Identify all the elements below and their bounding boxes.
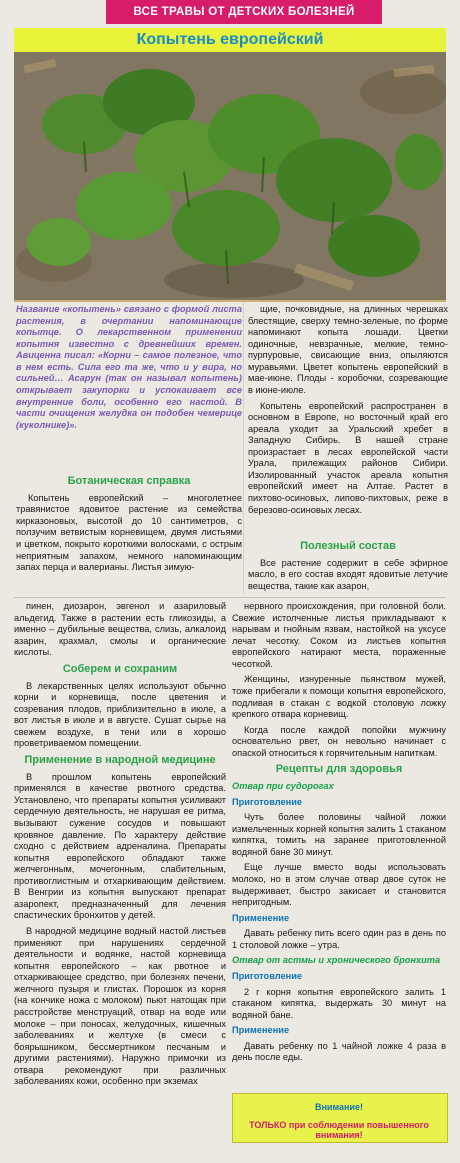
- section-heading-recipes: Рецепты для здоровья: [275, 763, 403, 776]
- collect-paragraph: В лекарственных целях используют обычно корни и корневища, после цветения и созревания плодов, приблизительно в июле, а вот листья в июле и в августе. Сушат сырье на свежем воздухе, в тени или в хорошо проветриваемом помещении.: [14, 680, 226, 749]
- recipe-1-use-label: Применение: [232, 912, 290, 923]
- recipe-2-use-label: Применение: [232, 1025, 290, 1036]
- recipe-1-prep-text: Чуть более половины чайной ложки измельченных корней копытня залить 1 стаканом кипятка, томить на заранее приготовленной водяной бане 30 минут.: [232, 812, 446, 857]
- description-paragraph-1: щие, почковидные, на длинных черешках блестящие, сверху темно-зеленые, по форме напоминают копыта лошади. Цветки одиночные, невзрачные, мелкие, темно-пурпуровые, свисающие вниз, опыляются муравьями. Цветет копытень европейский в мае-июне. Плоды - коробочки, созревающие в июне-июле.: [248, 304, 448, 395]
- botanical-paragraph: Копытень европейский – многолетнее травянистое ядовитое растение из семейства кирказоновых, высотой до 10 сантиметров, с ползучим ветвистым корневищем, двумя листьями и цветком, покрыто короткими волосками, с острым неприятным запахом, немного напоминающим запах перца и валерианы. Листья зимую-: [16, 492, 242, 573]
- title-bar: [14, 28, 446, 52]
- recipe-2-title: Отвар от астмы и хронического бронхита: [232, 955, 441, 966]
- folk-medicine-paragraph-2: В народной медицине водный настой листьев применяют при нарушениях сердечной деятельности и водянке, настой корневища копытня европейского – как рвотное и отхаркивающее средство, при болезнях печени, желчного пузыря и глистах. Порошок из корня (на кончике ножа с молоком) пьют натощак при расстройстве менструаций, отвар на воде или молоке – при поносах, желудочных, кишечных заболеваниях и желтухе (в смеси с боярышником, бессмертником песчаным и другими растениями). Наружно примочки из отвара рекомендуют при различных заболеваниях кожи, особенно при экземах: [14, 926, 226, 1087]
- intro-text: [16, 304, 242, 435]
- column-divider: [243, 302, 244, 594]
- right-bottom-column: [232, 601, 446, 1068]
- section-heading-collect: Соберем и сохраним: [62, 662, 178, 675]
- recipe-1-title: Отвар при судорогах: [232, 781, 334, 792]
- recipe-1-extra-text: Еще лучше вместо воды использовать молоко, но в этом случае отвар двое суток не выдерживает, быстро закисает и становится непригодным.: [232, 862, 446, 908]
- warning-title: Внимание!: [315, 1102, 363, 1112]
- horizontal-divider: [14, 597, 446, 598]
- recipe-2-use-text: Давать ребенку по 1 чайной ложке 4 раза в день после еды.: [232, 1040, 446, 1063]
- composition-continuation: пинен, диозарон, эвгенол и азариловый альдегид. Также в растении есть гликозиды, а именно – дубильные вещества, слизь, алкалоид азарин, крахмал, смолы и органические кислоты.: [14, 601, 226, 658]
- recipe-2-prep-text: 2 г корня копытня европейского залить 1 стаканом кипятка, выдержать 30 минут на водяной бане.: [232, 986, 446, 1020]
- series-banner: ВСЕ ТРАВЫ ОТ ДЕТСКИХ БОЛЕЗНЕЙ: [106, 0, 382, 24]
- usage-paragraph-2: Женщины, изнуренные пьянством мужей, тоже прибегали к помощи копытня европейского, подливая в стакан с водкой столовую ложку крепкого отвара корневищ.: [232, 674, 446, 720]
- botanical-section: [16, 475, 242, 578]
- section-heading-folk-medicine: Применение в народной медицине: [24, 753, 216, 766]
- section-heading-composition: Полезный состав: [300, 540, 396, 552]
- recipe-1-use-text: Давать ребенку пить всего один раз в день по 1 столовой ложке – утра.: [232, 928, 446, 950]
- description-column: [248, 304, 448, 520]
- warning-text: ТОЛЬКО при соблюдении повышенного внимания!: [249, 1120, 429, 1140]
- recipe-1-prep-label: Приготовление: [232, 796, 303, 807]
- composition-section: [248, 540, 448, 596]
- composition-paragraph: Все растение содержит в себе эфирное масло, в его состав входят ядовитые летучие вещества, такие как азарон,: [248, 557, 448, 591]
- usage-paragraph-3: Когда после каждой попойки мужчину основательно рвет, он невольно начинает с опаской относиться к горячительным напиткам.: [232, 724, 446, 758]
- left-bottom-column: [14, 601, 226, 1092]
- usage-paragraph-1: нервного происхождения, при головной боли. Свежие истолченные листья прикладывают к нарывам и гнойным язвам, настойкой на уксусе лечат чесотку. Соком из листьев копытня европейского натирают места, пораженные чесоткой.: [232, 601, 446, 669]
- plant-photo: [14, 52, 446, 302]
- folk-medicine-paragraph-1: В прошлом копытень европейский применялся в качестве рвотного средства. Установлено, что препараты копытня усиливают сердечную деятельность, не нарушая ее ритма, вызывают сужение сосудов и повышают кровяное давление. По характеру действие сходно с действием адреналина. Препараты копытня европейского обладают также желчегонным, мочегонным, слабительным, противоглистным и отхаркивающим действием. В Венгрии из копытня выпускают препарат азаропект, предназначенный для лечения спастических бронхитов у детей.: [14, 771, 226, 921]
- recipe-2-prep-label: Приготовление: [232, 970, 303, 981]
- warning-box: [232, 1093, 448, 1143]
- description-paragraph-2: Копытень европейский распространен в основном в Европе, но восточный край его ареала уходит за Уральский хребет в Западную Сибирь. В нашей стране произрастает в лесах европейской части Урала, прилежащих районов Сибири. Изолированный участок ареала копытня европейский имеет на Алтае. Растет в пихтово-осиновых, липово-пихтовых, реже в березово-осиновых лесах.: [248, 400, 448, 515]
- section-heading-botanical: Ботаническая справка: [67, 475, 191, 487]
- article-title: Копытень европейский: [136, 31, 324, 48]
- intro-paragraph: Название «копытень» связано с формой листа растения, в очертании напоминающие копытце. О лекарственном применении копытня известно с древнейших времен. Авиценна писал: «Корни – самое полезное, что в нем есть. Сила его та же, что и у вира, но сильней… Асарун (так он называл копытень) открывает закупорки и успокаивает все внутренние боли, особенно его настой. В части очищения желудка он подобен чемерице (куколнике)».: [16, 304, 242, 430]
